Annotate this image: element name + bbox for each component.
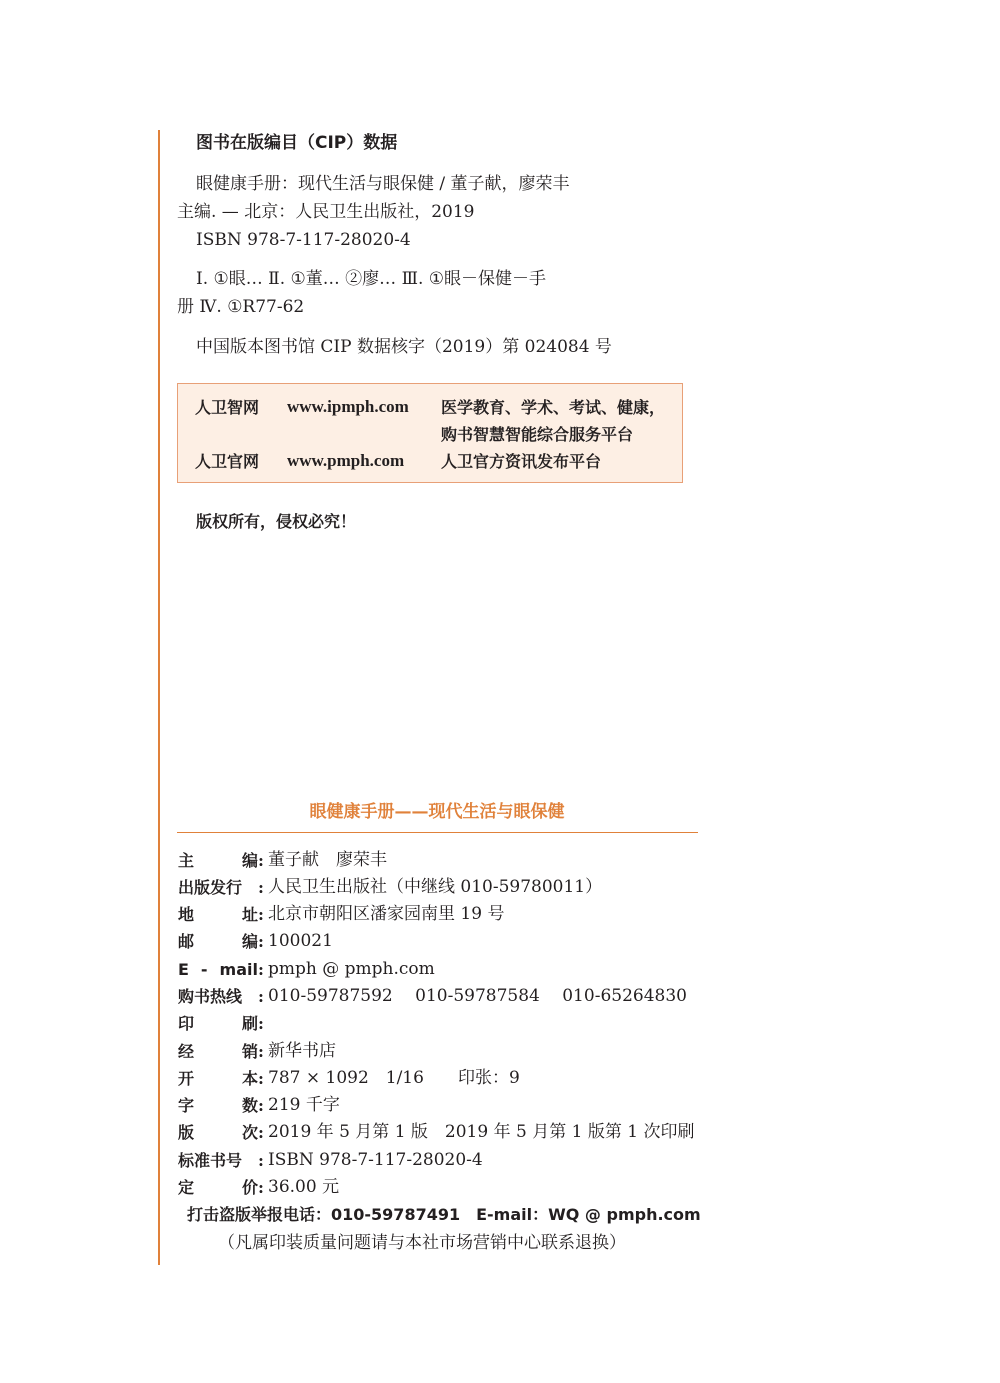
cip-record: 中国版本图书馆 CIP 数据核字（2019）第 024084 号: [196, 337, 612, 357]
detail-label: 标准书号: [178, 1151, 243, 1170]
detail-label: 出版发行: [178, 878, 243, 897]
platform-name: 人卫官网: [195, 452, 260, 471]
detail-value: 北京市朝阳区潘家园南里 19 号: [268, 904, 505, 924]
platform-url[interactable]: www.ipmph.com: [287, 397, 409, 416]
piracy-hotline: 打击盗版举报电话：010-59787491 E-mail：WQ @ pmph.com: [187, 1205, 701, 1224]
detail-value: ISBN 978-7-117-28020-4: [268, 1150, 483, 1170]
platform-url[interactable]: www.pmph.com: [287, 451, 405, 470]
platform-desc: 购书智慧智能综合服务平台: [441, 425, 634, 444]
margin-rule: [158, 130, 160, 1265]
cip-classification-1: Ⅰ. ①眼… Ⅱ. ①董… ②廖… Ⅲ. ①眼－保健－手: [196, 269, 547, 289]
cip-classification-2: 册 Ⅳ. ①R77-62: [177, 297, 305, 317]
platform-box: [177, 383, 683, 483]
cip-line-2: 主编. — 北京：人民卫生出版社，2019: [177, 202, 475, 222]
detail-value: 2019 年 5 月第 1 版 2019 年 5 月第 1 版第 1 次印刷: [268, 1122, 695, 1142]
title-rule: [177, 832, 698, 833]
detail-label: 主 编: [178, 851, 258, 870]
detail-value: 100021: [268, 931, 333, 951]
detail-value: 36.00 元: [268, 1177, 340, 1197]
detail-label: 地 址: [178, 905, 258, 924]
detail-value: 787 × 1092 1/16 印张：9: [268, 1068, 520, 1088]
detail-label: 印 刷: [178, 1014, 258, 1033]
detail-label: 开 本: [178, 1069, 258, 1088]
detail-value: 219 千字: [268, 1095, 340, 1115]
detail-value: pmph @ pmph.com: [268, 959, 435, 979]
detail-value: 新华书店: [268, 1041, 336, 1061]
detail-label: 经 销: [178, 1042, 258, 1061]
copyright-notice: 版权所有，侵权必究！: [196, 512, 357, 531]
detail-label: 购书热线: [178, 987, 243, 1006]
detail-label: 字 数: [178, 1096, 258, 1115]
detail-value: 010-59787592 010-59787584 010-65264830: [268, 986, 687, 1006]
quality-note: （凡属印装质量问题请与本社市场营销中心联系退换）: [218, 1233, 626, 1253]
cip-heading: 图书在版编目（CIP）数据: [196, 133, 398, 153]
detail-label: E - mail: [178, 960, 258, 979]
platform-desc: 人卫官方资讯发布平台: [441, 452, 602, 471]
cip-isbn: ISBN 978-7-117-28020-4: [196, 230, 411, 250]
book-title: 眼健康手册——现代生活与眼保健: [309, 802, 565, 822]
platform-name: 人卫智网: [195, 398, 260, 417]
detail-value: 人民卫生出版社（中继线 010-59780011）: [268, 877, 603, 897]
detail-label: 邮 编: [178, 932, 258, 951]
cip-line-1: 眼健康手册：现代生活与眼保健 / 董子献，廖荣丰: [196, 174, 570, 194]
detail-label: 版 次: [178, 1123, 258, 1142]
detail-label: 定 价: [178, 1178, 258, 1197]
detail-value: 董子献 廖荣丰: [268, 850, 387, 870]
platform-desc: 医学教育、学术、考试、健康，: [441, 398, 666, 417]
